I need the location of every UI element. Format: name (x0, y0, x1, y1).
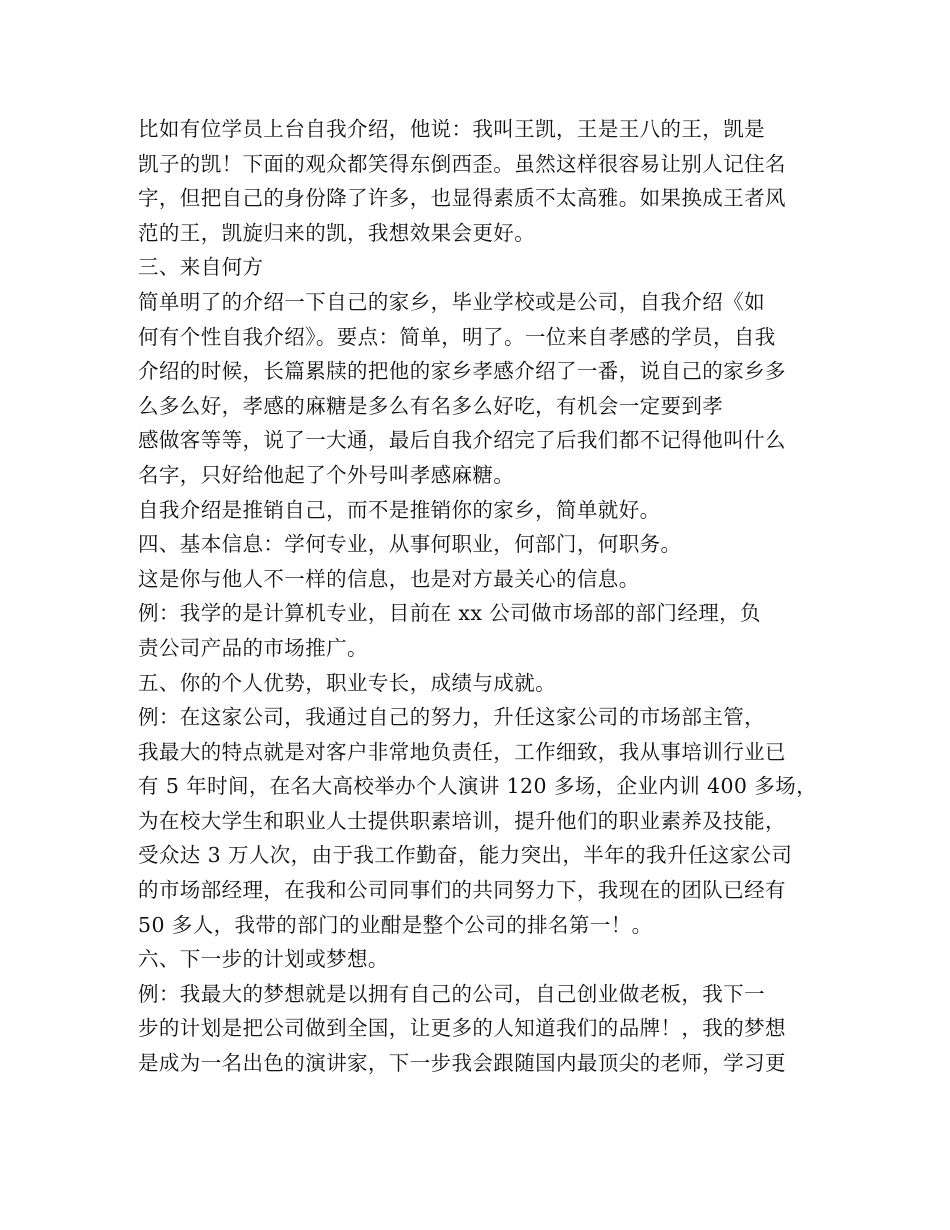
text-line: 受众达 3 万人次，由于我工作勤奋，能力突出，半年的我升任这家公司 (138, 843, 793, 868)
text-line: 三、来自何方 (138, 255, 264, 280)
text-line: 么多么好，孝感的麻糖是多么有名多么好吃，有机会一定要到孝 (138, 393, 724, 418)
text-line: 感做客等等，说了一大通，最后自我介绍完了后我们都不记得他叫什么 (138, 428, 786, 453)
paragraph-p10 (138, 942, 818, 977)
text-line: 的市场部经理，在我和公司同事们的共同努力下，我现在的团队已经有 (138, 878, 786, 903)
document-page (138, 112, 818, 1081)
paragraph-p5 (138, 527, 818, 562)
paragraph-p8 (138, 666, 818, 701)
text-line: 例：在这家公司，我通过自己的努力，升任这家公司的市场部主管， (138, 705, 765, 730)
text-line: 名字，只好给他起了个外号叫孝感麻糖。 (138, 462, 515, 487)
text-line: 例：我学的是计算机专业，目前在 xx 公司做市场部的部门经理，负 (138, 601, 761, 626)
paragraph-p7 (138, 596, 818, 665)
paragraph-p11 (138, 977, 818, 1081)
text-line: 五、你的个人优势，职业专长，成绩与成就。 (138, 670, 556, 695)
paragraph-p6 (138, 562, 818, 597)
text-line: 比如有位学员上台自我介绍，他说：我叫王凯，王是王八的王，凯是 (138, 117, 765, 141)
text-line: 例：我最大的梦想就是以拥有自己的公司，自己创业做老板，我下一 (138, 981, 765, 1006)
text-line: 这是你与他人不一样的信息，也是对方最关心的信息。 (138, 566, 640, 591)
text-line: 凯子的凯！下面的观众都笑得东倒西歪。虽然这样很容易让别人记住名 (138, 151, 786, 176)
paragraph-p1 (138, 112, 818, 250)
text-line: 为在校大学生和职业人士提供职素培训，提升他们的职业素养及技能， (138, 808, 786, 833)
text-line: 简单明了的介绍一下自己的家乡，毕业学校或是公司，自我介绍《如 (138, 289, 765, 314)
paragraph-p3 (138, 285, 818, 493)
text-line: 字，但把自己的身份降了许多，也显得素质不太高雅。如果换成王者风 (138, 186, 786, 211)
text-line: 介绍的时候，长篇累牍的把他的家乡孝感介绍了一番，说自己的家乡多 (138, 359, 786, 384)
text-line: 六、下一步的计划或梦想。 (138, 947, 389, 972)
text-line: 自我介绍是推销自己，而不是推销你的家乡，简单就好。 (138, 497, 661, 522)
paragraph-p2 (138, 250, 818, 285)
text-line: 是成为一名出色的演讲家，下一步我会跟随国内最顶尖的老师，学习更 (138, 1051, 786, 1076)
text-line: 我最大的特点就是对客户非常地负责任，工作细致，我从事培训行业已 (138, 739, 786, 764)
text-line: 四、基本信息：学何专业，从事何职业，何部门，何职务。 (138, 532, 682, 557)
text-line: 有 5 年时间，在名大高校举办个人演讲 120 多场，企业内训 400 多场， (138, 774, 817, 799)
text-line: 范的王，凯旋归来的凯，我想效果会更好。 (138, 220, 536, 245)
text-line: 50 多人，我带的部门的业酣是整个公司的排名第一！。 (138, 912, 653, 937)
text-line: 何有个性自我介绍》。要点：简单，明了。一位来自孝感的学员，自我 (138, 324, 776, 349)
paragraph-p4 (138, 493, 818, 528)
paragraph-p9 (138, 700, 818, 942)
text-line: 步的计划是把公司做到全国，让更多的人知道我们的品牌！，我的梦想 (138, 1016, 786, 1041)
text-line: 责公司产品的市场推广。 (138, 635, 368, 660)
